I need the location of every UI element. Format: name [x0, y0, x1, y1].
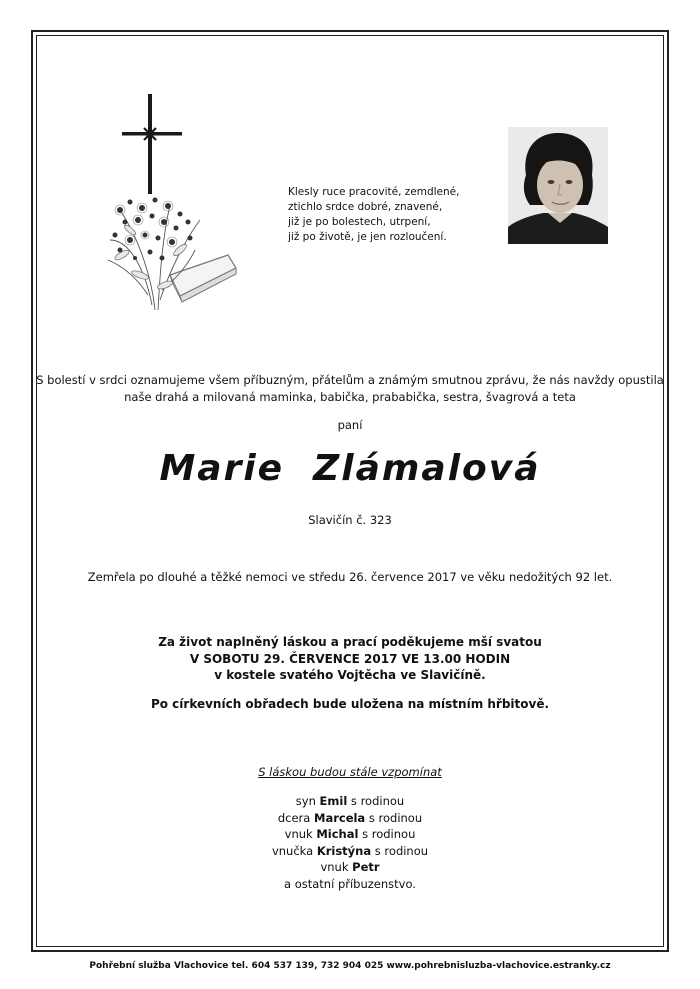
intro-line: S bolestí v srdci oznamujeme všem příbuzným, přátelům a známým smutnou zprávu, že nás navždy opustila: [36, 373, 664, 387]
mourners-list: [36, 793, 664, 892]
mourner-item: vnučka Kristýna s rodinou: [271, 843, 429, 858]
deceased-name: Marie Zlámalová: [159, 448, 541, 489]
mourner-item: dcera Marcela s rodinou: [277, 810, 423, 825]
memory-heading: S láskou budou stále vzpomínat: [258, 765, 442, 779]
mourner-item: vnuk Michal s rodinou: [284, 827, 416, 841]
mourner-item: a ostatní příbuzenstvo.: [284, 876, 416, 891]
poem-line: již je po bolestech, utrpení,: [288, 216, 431, 228]
poem-line: ztichlo srdce dobré, znavené,: [288, 201, 443, 213]
portrait-photo: [508, 127, 608, 244]
poem-line: Klesly ruce pracovité, zemdlené,: [288, 186, 460, 198]
burial-info: Po církevních obřadech bude uložena na místním hřbitově.: [150, 697, 550, 711]
cross-flowers-icon: [100, 90, 245, 320]
salutation: paní: [337, 418, 363, 432]
funeral-line: v kostele svatého Vojtěcha ve Slavičíně.: [214, 668, 486, 682]
footer-contact: Pohřební služba Vlachovice tel. 604 537 139, 732 904 025 www.pohrebnisluzba-vlachovice.estranky.cz: [89, 961, 611, 971]
death-notice: Zemřela po dlouhé a těžké nemoci ve středu 26. července 2017 ve věku nedožitých 92 let.: [87, 570, 613, 584]
mourner-item: syn Emil s rodinou: [295, 794, 405, 808]
announcement-intro: [36, 372, 664, 405]
mourner-item: vnuk Petr: [320, 860, 380, 874]
funeral-info: [36, 634, 664, 684]
poem-line: již po životě, je jen rozloučení.: [288, 231, 447, 243]
intro-line: naše drahá a milovaná maminka, babička, prababička, sestra, švagrová a teta: [124, 389, 576, 404]
address: Slavičín č. 323: [308, 513, 392, 527]
poem: [288, 185, 478, 245]
funeral-line: V SOBOTU 29. ČERVENCE 2017 VE 13.00 HODIN: [189, 651, 511, 666]
funeral-line: Za život naplněný láskou a prací poděkujeme mší svatou: [158, 635, 542, 649]
